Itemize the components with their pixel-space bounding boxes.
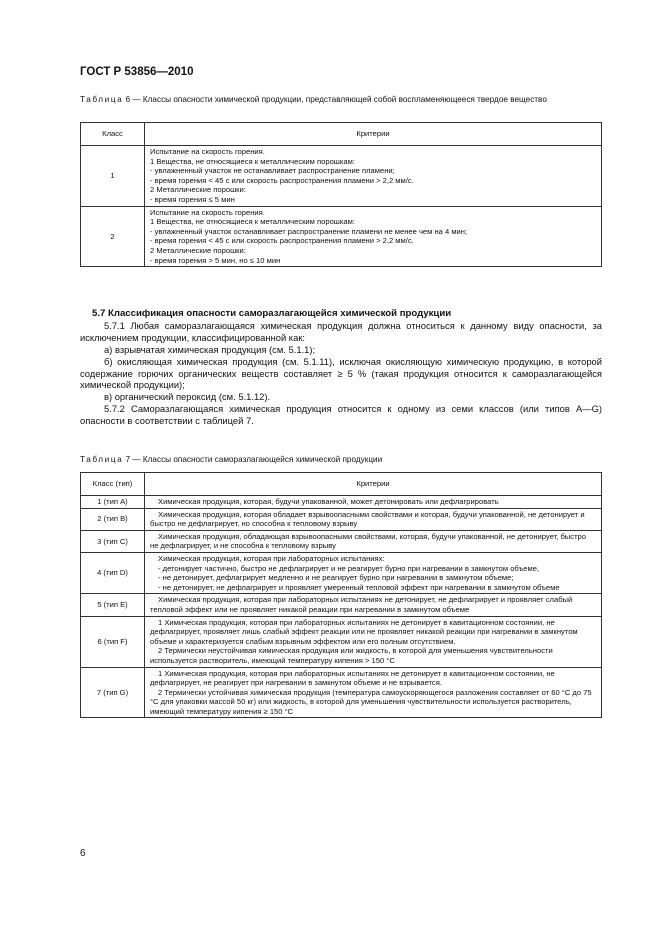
criteria-cell <box>145 552 602 593</box>
class-cell: 1 (тип A) <box>81 496 145 509</box>
criteria-line: Химическая продукция, которая, будучи упакованной, может детонировать или дефлагрировать <box>158 497 499 506</box>
section-heading: 5.7 Классификация опасности саморазлагающейся химической продукции <box>92 308 452 319</box>
list-item-c: в) органический пероксид (см. 5.1.12). <box>104 391 271 403</box>
criteria-cell <box>145 594 602 616</box>
class-cell: 6 (тип F) <box>81 616 145 667</box>
criteria-line: 1 Вещества, не относящиеся к металлическим порошкам: <box>150 156 355 166</box>
table-row <box>81 530 602 552</box>
table7-header-row <box>81 473 602 496</box>
class-cell: 2 <box>81 206 145 267</box>
table-row <box>81 594 602 616</box>
criteria-line: - время горения > 5 мин, но ≤ 10 мин <box>150 255 281 265</box>
table-row <box>81 508 602 530</box>
table6-caption-text: 6 — Классы опасности химической продукции, представляющей собой воспламеняющееся твердое вещество <box>125 95 547 104</box>
criteria-line: 2 Термически неустойчивая химическая продукция или жидкость, в которой для уменьшения чувствительности используется растворитель, имеющий температуру кипения > 150 °С <box>150 646 553 665</box>
table7-col-class: Класс (тип) <box>81 473 145 496</box>
criteria-cell <box>145 146 602 207</box>
table-row <box>81 146 602 207</box>
class-cell: 3 (тип C) <box>81 530 145 552</box>
criteria-line: 2 Металлические порошки: <box>150 185 246 195</box>
table6-col-class: Класс <box>81 123 145 146</box>
criteria-line: - не детонирует, не дефлагрирует и проявляет умеренный тепловой эффект при нагревании в замкнутом объеме <box>158 582 560 592</box>
paragraph-5-7-2: 5.7.2 Саморазлагающаяся химическая продукция относится к одному из семи классов (или типов A—G) опасности в соответствии с таблицей 7. <box>80 403 602 427</box>
criteria-line: - детонирует частично, быстро не дефлагрирует и не реагирует бурно при нагревании в замкнутом объеме, <box>158 563 540 573</box>
criteria-cell <box>145 206 602 267</box>
table7-col-criteria: Критерии <box>145 473 602 496</box>
table6-label: Таблица <box>80 95 124 104</box>
table7 <box>80 472 602 718</box>
table-row <box>81 496 602 509</box>
criteria-line: Испытание на скорость горения. <box>150 147 265 156</box>
list-item-b: б) окисляющая химическая продукция (см. 5.1.11), исключая окисляющую химическую продукцию, в которой содержание горючих органических веществ составляет ≥ 5 % (такая продукция относится к саморазлагающейся химической продукции); <box>80 355 602 391</box>
table-row <box>81 552 602 593</box>
list-item-a: а) взрывчатая химическая продукция (см. 5.1.1); <box>104 343 316 355</box>
table-row <box>81 616 602 667</box>
class-cell: 7 (тип G) <box>81 667 145 718</box>
table6-col-criteria: Критерии <box>145 123 602 146</box>
criteria-line: 1 Вещества, не относящиеся к металлическим порошкам: <box>150 217 355 227</box>
criteria-cell <box>145 530 602 552</box>
criteria-line: - увлажненный участок останавливает распространение пламени не менее чем на 4 мин; <box>150 226 468 236</box>
table6-caption <box>80 95 600 105</box>
table-row <box>81 206 602 267</box>
criteria-cell <box>145 667 602 718</box>
criteria-line: Химическая продукция, которая при лабораторных испытаниях: <box>158 553 385 563</box>
criteria-line: - не детонирует, дефлагрирует медленно и не реагирует бурно при нагревании в замкнутом объеме; <box>158 573 514 583</box>
criteria-cell <box>145 616 602 667</box>
criteria-line: Химическая продукция, которая обладает взрывоопасными свойствами и которая, будучи упакованной, не детонирует и быстро не дефлагрирует, но способна к тепловому взрыву <box>150 509 585 529</box>
table7-caption <box>80 455 600 465</box>
criteria-line: 1 Химическая продукция, которая при лабораторных испытаниях не детонирует в кавитационном состоянии, не дефлагрирует, проявляет лишь слабый эффект реакции или не проявляет никакой реакции при нагревании в замкнутом объеме и характеризуется слабым взрывным эффектом или его полным отсутствием. <box>150 617 578 646</box>
criteria-cell <box>145 508 602 530</box>
criteria-cell <box>145 496 602 509</box>
criteria-line: 2 Термически устойчивая химическая продукция (температура самоускоряющегося разложения составляет от 60 °С до 75 °С для упаковки массой 50 кг) или жидкость, в которой для уменьшения чувствительности используется растворитель, имеющий температуру кипения ≥ 150 °С <box>150 687 592 716</box>
table6-header-row <box>81 123 602 146</box>
criteria-line: 1 Химическая продукция, которая при лабораторных испытаниях не детонирует в кавитационном состоянии, не дефлагрирует, не реагирует при нагревании в замкнутом объеме и не взрывается. <box>150 668 555 688</box>
criteria-line: - время горения ≤ 5 мин <box>150 194 235 204</box>
section-5-7 <box>80 308 602 427</box>
table7-caption-text: 7 — Классы опасности саморазлагающейся химической продукции <box>125 455 383 464</box>
class-cell: 1 <box>81 146 145 207</box>
criteria-line: Химическая продукция, обладающая взрывоопасными свойствами, которая, будучи упакованной, не детонирует, быстро не дефлагрирует, и не способна к тепловому взрыву <box>150 531 586 551</box>
criteria-line: - увлажненный участок не останавливает распространение пламени; <box>150 166 395 176</box>
table7-label: Таблица <box>80 455 124 464</box>
page-header: ГОСТ Р 53856—2010 <box>80 66 194 78</box>
table6 <box>80 122 602 267</box>
paragraph-5-7-1: 5.7.1 Любая саморазлагающаяся химическая продукция должна относиться к данному виду опасности, за исключением продукции, классифицированной как: <box>80 319 602 343</box>
class-cell: 2 (тип B) <box>81 508 145 530</box>
table-row <box>81 667 602 718</box>
criteria-line: Испытание на скорость горения. <box>150 207 265 217</box>
criteria-line: - время горения < 45 с или скорость распространения пламени > 2,2 мм/с. <box>150 175 414 185</box>
page-number: 6 <box>80 848 86 859</box>
criteria-line: Химическая продукция, которая при лабораторных испытаниях не детонирует, не дефлагрирует и проявляет слабый тепловой эффект или не проявляет никакой реакции при нагревании в замкнутом объеме <box>150 595 573 614</box>
class-cell: 4 (тип D) <box>81 552 145 593</box>
criteria-line: 2 Металлические порошки: <box>150 245 246 255</box>
class-cell: 5 (тип E) <box>81 594 145 616</box>
criteria-line: - время горения < 45 с или скорость распространения пламени > 2,2 мм/с. <box>150 236 414 246</box>
